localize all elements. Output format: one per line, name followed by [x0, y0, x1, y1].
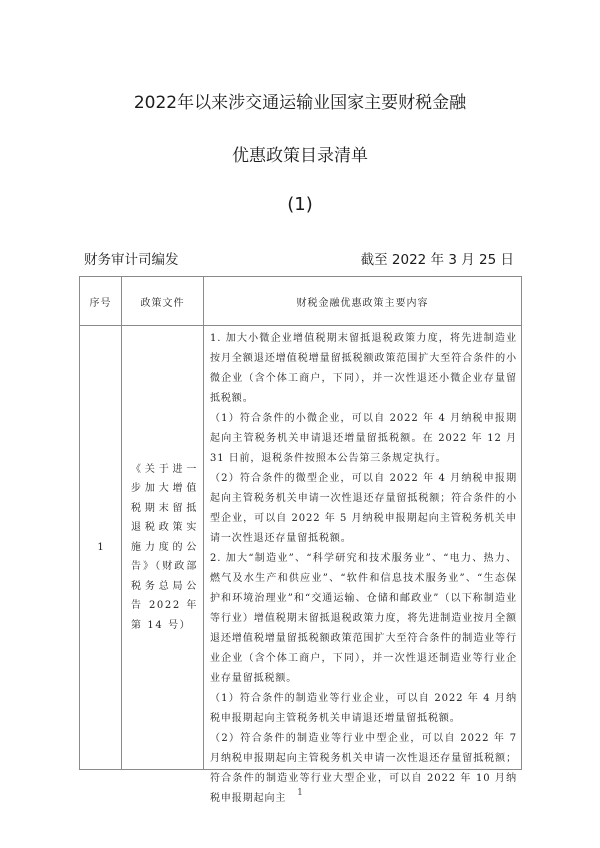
document-title-part-number: (1): [287, 194, 313, 215]
content-paragraph: （2）符合条件的微型企业，可以自 2022 年 4 月纳税申报期起向主管税务机关申请一次性退还存量留抵税额；符合条件的小型企业，可以自 2022 年 5 月纳税申报期起向主管税务机关申请一次性退还存量留抵税额。: [210, 473, 517, 544]
column-header-seq: 序号: [80, 277, 122, 326]
issuer-label: 财务审计司编发: [84, 252, 179, 268]
table-row: [80, 326, 522, 770]
column-header-policy-document: 政策文件: [122, 277, 204, 326]
document-title-line-1: 2022年以来涉交通运输业国家主要财税金融: [133, 93, 467, 113]
content-paragraph: （1）符合条件的制造业等行业企业，可以自 2022 年 4 月纳税申报期起向主管税务机关申请退还增量留抵税额。: [210, 693, 517, 724]
policy-table: [79, 276, 522, 804]
policy-content-body: [210, 329, 517, 804]
document-title-line-2: 优惠政策目录清单: [232, 146, 368, 166]
content-paragraph: 1. 加大小微企业增值税期末留抵退税政策力度，将先进制造业按月全额退还增值税增量留抵税额政策范围扩大至符合条件的小微企业（含个体工商户，下同），并一次性退还小微企业存量留抵税额。: [210, 333, 517, 404]
row-seq: 1: [80, 326, 122, 770]
row-policy-document: 《关于进一步加大增值税期末留抵退税政策实施力度的公告》（财政部 税务总局公告 2022 年第 14 号）: [122, 326, 204, 770]
content-paragraph: 2. 加大“制造业”、“科学研究和技术服务业”、“电力、热力、燃气及水生产和供应业”、“软件和信息技术服务业”、“生态保护和环境治理业”和“交通运输、仓储和邮政业”（以下称制造业等行业）增值税期末留抵退税政策力度，将先进制造业按月全额退还增值税增量留抵税额政策范围扩大至符合条件的制造业等行业企业（含个体工商户，下同），并一次性退还制造业等行业企业存量留抵税额。: [210, 553, 517, 684]
content-paragraph: （2）符合条件的制造业等行业中型企业，可以自 2022 年 7 月纳税申报期起向主管税务机关申请一次性退还存量留抵税额；符合条件的制造业等行业大型企业，可以自 2022 年 10 月纳税申报期起向主: [210, 733, 517, 804]
column-header-policy-content: 财税金融优惠政策主要内容: [204, 277, 522, 326]
content-paragraph: （1）符合条件的小微企业，可以自 2022 年 4 月纳税申报期起向主管税务机关申请退还增量留抵税额。在 2022 年 12 月 31 日前，退税条件按照本公告第三条规定执行。: [210, 413, 517, 464]
table-header-row: [80, 277, 522, 326]
row-policy-content: [204, 326, 522, 804]
as-of-date: 截至 2022 年 3 月 25 日: [360, 252, 514, 268]
page-number: 1: [297, 788, 303, 798]
document-meta-row: [84, 248, 514, 270]
